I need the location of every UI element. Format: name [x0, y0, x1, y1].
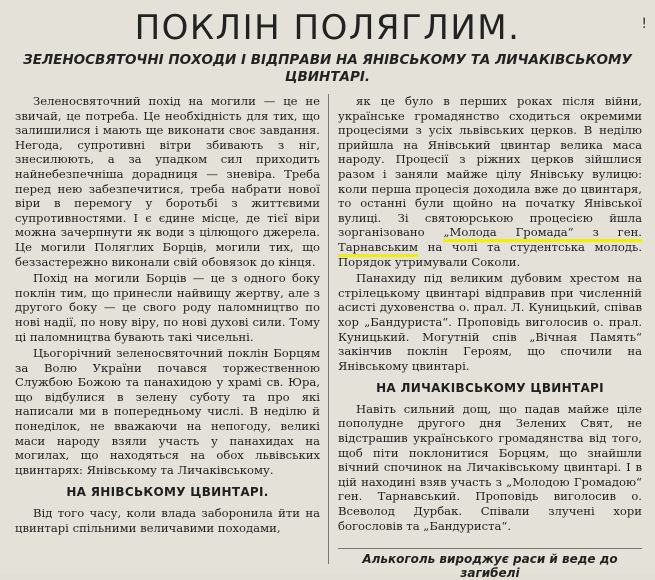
section-heading-lychakivsky: НА ЛИЧАКІВСЬКОМУ ЦВИНТАРІ — [376, 381, 604, 396]
column-divider — [328, 94, 329, 564]
right-paragraph-1-start: як це було в перших роках після війни, українське громадянство сходиться окремими процесіями з усіх львівських церков. В неділю прийшла на Янівський цвинтар велика маса народу. Процесії з ріжних церков зійшлися разом і заняли майже цілу Янівську вулицю: коли перша процесія доходила вже до цвинтаря, то останні були щойно на початку Янівської вулиці. Зі святоюрською процесією йшла зорганізовано — [338, 94, 642, 240]
highlighted-text: „Молода Громада“ з ген. Тарнавським — [338, 225, 642, 257]
footer-slogan: Алькоголь вироджує раси й веде до загибелі — [338, 548, 642, 580]
left-paragraph-1: Зеленосвяточний похід на могили — це не звичай, це потреба. Це необхідність для тих, що залишилися і мають ще виконати своє завдання. Негода, супротивні вітри збивають з ніг, знесилюють, а за упадком сил приходить найнебезпечніша дорадниця — зневіра. Треба перед нею забезпечитися, треба набрати нової віри в перемогу у боротьбі з життєвими супротивностями. І є єдине місце, де тієї віри можна зачерпнути як води з цілющого джерела. Це могили Поляглих Борців, могили тих, що беззастережно виконали свій обовязок до кінця. — [15, 94, 320, 269]
left-paragraph-4: Від того часу, коли влада заборонила йти на цвинтарі спільними величавими походами, — [15, 506, 320, 535]
right-paragraph-2: Панахиду під великим дубовим хрестом на стрілецькому цвинтарі відправив при численній асисті духовенства о. прал. Л. Куницький, співав хор „Бандуриста“. Проповідь виголосив о. прал. Куницький. Могутній спів „Вічная Память“ закінчив поклін Героям, що спочили на Янівському цвинтарі. — [338, 271, 642, 373]
article-subtitle: ЗЕЛЕНОСВЯТОЧНІ ПОХОДИ І ВІДПРАВИ НА ЯНІВСЬКОМУ ТА ЛИЧАКІВСЬКОМУ ЦВИНТАРІ. — [23, 52, 632, 85]
page-mark: ! — [641, 16, 647, 32]
right-paragraph-1-end: на чолі та студентська молодь. Порядок утримували Соколи. — [338, 239, 642, 269]
right-paragraph-3: Навіть сильний дощ, що падав майже ціле пополудне другого дня Зелених Свят, не відстрашив українського громадянства від того, щоб піти поклонитися Борцям, що знайшли вічний спочинок на Личаківському цвинтарі. І в цій находині взяв участь з „Молодою Громадою“ ген. Тарнавський. Проповідь виголосив о. Всеволод Дурбак. Співали злучені хори богословів та „Бандуриста“. — [338, 401, 642, 533]
right-paragraph-1 — [338, 94, 642, 269]
left-paragraph-2: Похід на могили Борців — це з одного боку поклін тим, що принесли найвищу жертву, але з другого боку — це свого роду паломництво по нові надії, по нову віру, по нові духові сили. Тому ці паломництва бувають такі чисельні. — [15, 271, 320, 344]
left-column — [15, 94, 320, 564]
article-title: ПОКЛІН ПОЛЯГЛИМ. — [134, 8, 521, 48]
left-paragraph-3: Цьогорічний зеленосвяточний поклін Борцям за Волю України почався торжественною Службою Божою та панахидою у храмі св. Юра, що відбулися в зелену суботу та про які написали ми в попередньому числі. В неділю й понеділок, не вважаючи на непогоду, великі маси народу взяли участь у панахидах на могилах, що находяться на обох львівських цвинтарях: Янівському та Личаківському. — [15, 346, 320, 477]
right-column — [338, 94, 642, 564]
section-heading-yanivsky: НА ЯНІВСЬКОМУ ЦВИНТАРІ. — [66, 485, 269, 500]
